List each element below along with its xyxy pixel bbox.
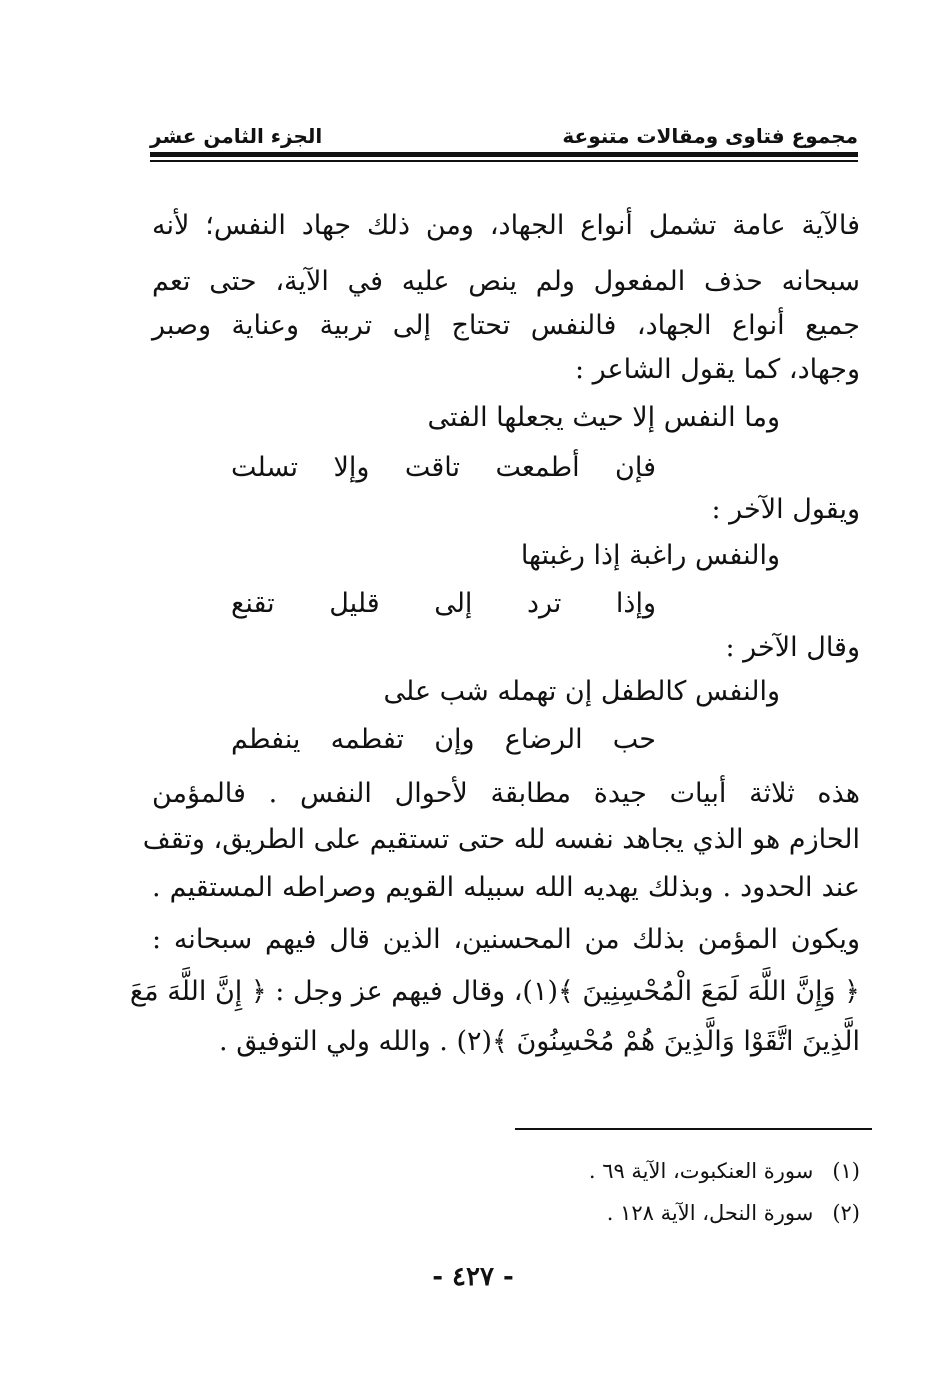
paragraph-line: فالآية عامة تشمل أنواع الجهاد، ومن ذلك جهاد النفس؛ لأنه: [152, 210, 860, 241]
footnote-number: (١): [832, 1159, 860, 1183]
paragraph-line: سبحانه حذف المفعول ولم ينص عليه في الآية، حتى تعم: [152, 266, 860, 297]
paragraph-line: ﴿ وَإِنَّ اللَّهَ لَمَعَ الْمُحْسِنِينَ ﴾(١)، وقال فيهم عز وجل : ﴿ إِنَّ اللَّهَ مَعَ: [129, 976, 860, 1007]
volume-label: الجزء الثامن عشر: [150, 124, 323, 148]
poem-verse-second: فإن أطمعت تاقت وإلا تسلت: [231, 452, 656, 483]
footnote-text: سورة العنكبوت، الآية ٦٩ .: [588, 1159, 814, 1183]
header-rule-thick: [150, 152, 858, 157]
header-rule-thin: [150, 160, 858, 162]
page-header: [150, 118, 858, 154]
paragraph-line: وجهاد، كما يقول الشاعر :: [574, 354, 860, 385]
poem-verse-first: وما النفس إلا حيث يجعلها الفتى: [427, 402, 780, 433]
footnote: [607, 1198, 860, 1228]
paragraph-line: عند الحدود . وبذلك يهديه الله سبيله القويم وصراطه المستقيم .: [152, 872, 860, 903]
footnote-text: سورة النحل، الآية ١٢٨ .: [606, 1201, 814, 1225]
paragraph-line: ويكون المؤمن بذلك من المحسنين، الذين قال فيهم سبحانه :: [152, 924, 860, 955]
footnote-number: (٢): [832, 1201, 860, 1225]
poem-intro: وقال الآخر :: [725, 632, 860, 663]
footnote: [589, 1156, 860, 1186]
poem-intro: ويقول الآخر :: [711, 494, 860, 525]
paragraph-line: جميع أنواع الجهاد، فالنفس تحتاج إلى تربية وعناية وصبر: [152, 310, 860, 341]
poem-verse-first: والنفس كالطفل إن تهمله شب على: [383, 676, 780, 707]
poem-verse-second: وإذا ترد إلى قليل تقنع: [231, 588, 656, 619]
poem-verse-second: حب الرضاع وإن تفطمه ينفطم: [231, 724, 656, 755]
paragraph-line: الحازم هو الذي يجاهد نفسه لله حتى تستقيم على الطريق، وتقف: [142, 824, 860, 855]
book-title: مجموع فتاوى ومقالات متنوعة: [562, 124, 858, 148]
poem-verse-first: والنفس راغبة إذا رغبتها: [520, 540, 780, 571]
paragraph-line: الَّذِينَ اتَّقَوْا وَالَّذِينَ هُمْ مُحْسِنُونَ ﴾(٢) . والله ولي التوفيق .: [219, 1026, 860, 1057]
page-number: - ٤٢٧ -: [432, 1262, 514, 1292]
footnote-rule: [515, 1128, 872, 1130]
paragraph-line: هذه ثلاثة أبيات جيدة مطابقة لأحوال النفس . فالمؤمن: [152, 778, 860, 809]
